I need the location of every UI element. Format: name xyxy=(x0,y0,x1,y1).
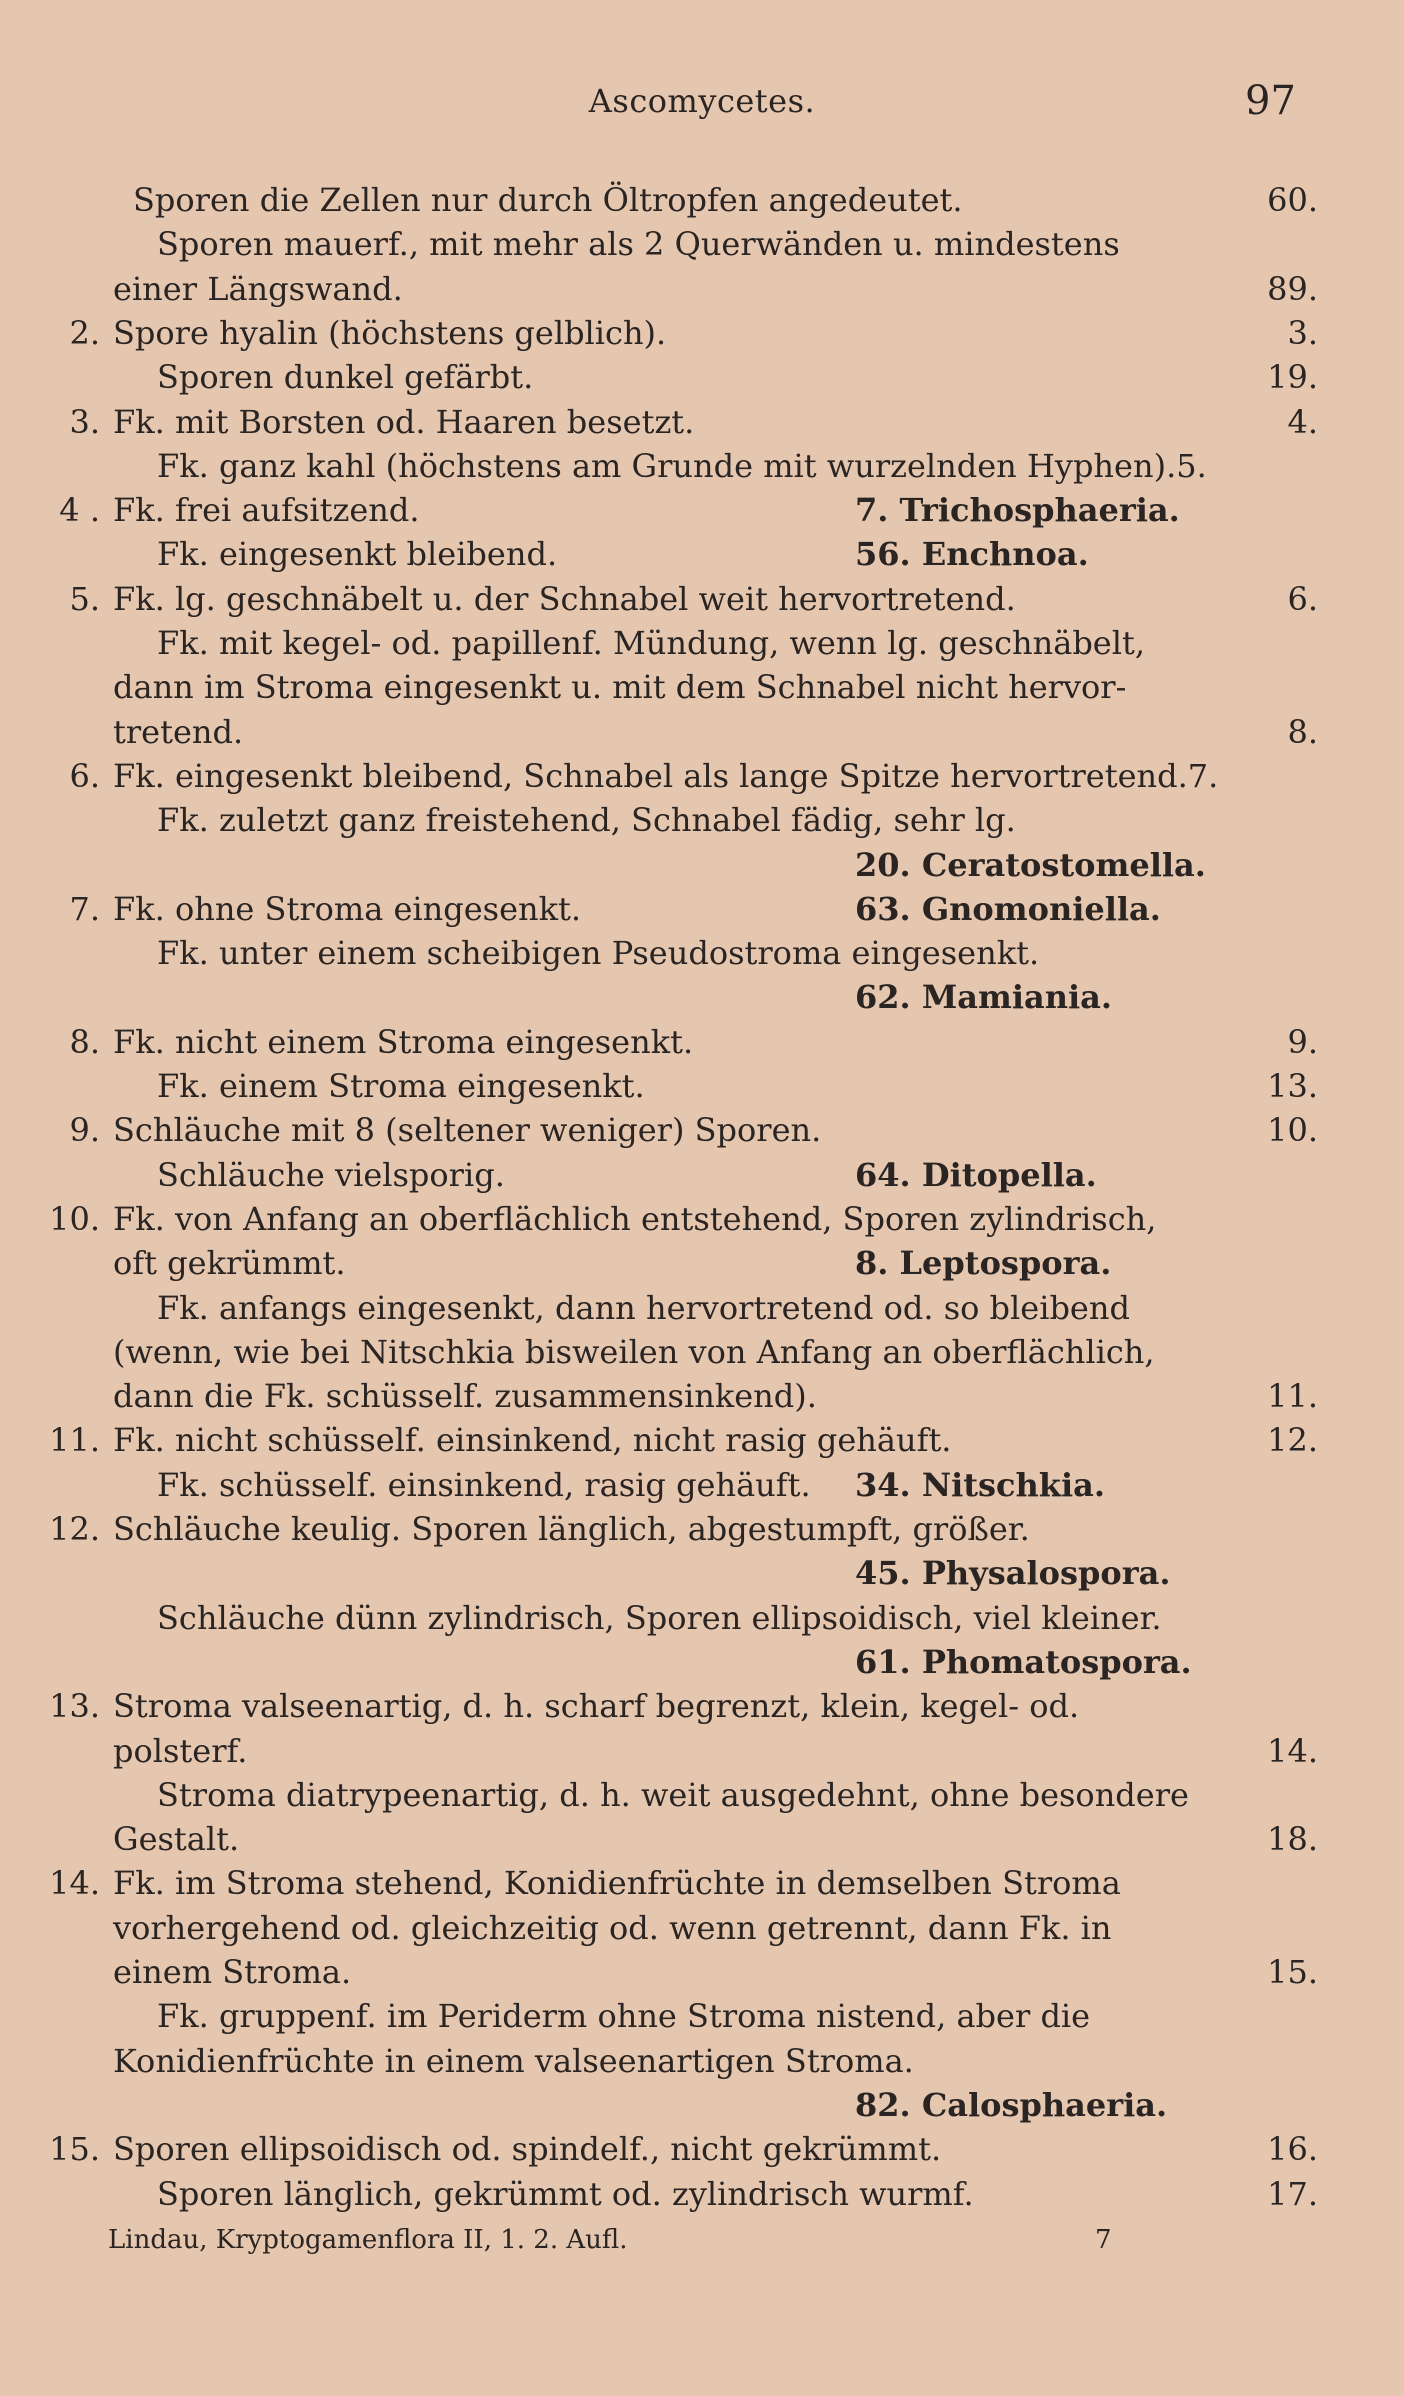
key-line xyxy=(0,1418,1404,1462)
key-line xyxy=(0,1241,1404,1285)
key-text: Fk. eingesenkt bleibend, Schnabel als lange Spitze hervortretend.7. xyxy=(113,756,1219,795)
key-line xyxy=(0,1994,1404,2038)
key-text: Fk. nicht schüsself. einsinkend, nicht rasig gehäuft. xyxy=(113,1421,952,1460)
key-line xyxy=(0,178,1404,222)
key-line xyxy=(0,931,1404,975)
page-number: 97 xyxy=(1245,78,1296,124)
key-line xyxy=(0,1020,1404,1064)
genus-name: 8. Leptospora. xyxy=(855,1244,1112,1283)
genus-name: 62. Mamiania. xyxy=(855,978,1113,1017)
lead-reference: 13. xyxy=(1267,1067,1318,1105)
couplet-number: 2. xyxy=(69,313,100,352)
key-text: Schläuche mit 8 (seltener weniger) Sporen. xyxy=(113,1111,822,1150)
couplet-number: 11. xyxy=(49,1421,100,1460)
key-text: vorhergehend od. gleichzeitig od. wenn getrennt, dann Fk. in xyxy=(113,1908,1112,1947)
key-line xyxy=(0,1906,1404,1950)
lead-reference: 6. xyxy=(1287,579,1318,618)
key-text: dann im Stroma eingesenkt u. mit dem Schnabel nicht hervor- xyxy=(113,668,1127,707)
key-line xyxy=(0,577,1404,621)
key-line xyxy=(0,1817,1404,1861)
key-line xyxy=(0,665,1404,709)
key-text: Fk. zuletzt ganz freistehend, Schnabel fädig, sehr lg. xyxy=(157,801,1016,840)
couplet-number: 4 . xyxy=(59,491,100,530)
key-line xyxy=(0,2083,1404,2127)
key-line xyxy=(0,444,1404,488)
key-text: Konidienfrüchte in einem valseenartigen Stroma. xyxy=(113,2041,914,2080)
genus-name: 7. Trichosphaeria. xyxy=(855,491,1180,530)
key-text: Fk. anfangs eingesenkt, dann hervortretend od. so bleibend xyxy=(157,1288,1130,1327)
couplet-number: 12. xyxy=(49,1510,100,1548)
key-text: Fk. einem Stroma eingesenkt. xyxy=(157,1067,645,1105)
lead-reference: 16. xyxy=(1267,2130,1318,2169)
key-text: einem Stroma. xyxy=(113,1953,352,1991)
key-text: Fk. unter einem scheibigen Pseudostroma eingesenkt. xyxy=(157,934,1040,973)
key-text: Fk. im Stroma stehend, Konidienfrüchte in demselben Stroma xyxy=(113,1864,1121,1903)
lead-reference: 10. xyxy=(1267,1111,1318,1150)
key-line xyxy=(0,267,1404,311)
genus-name: 63. Gnomoniella. xyxy=(855,889,1161,928)
lead-reference: 14. xyxy=(1267,1731,1318,1770)
key-line xyxy=(0,1551,1404,1595)
key-line xyxy=(0,1108,1404,1152)
key-text: Fk. ohne Stroma eingesenkt. xyxy=(113,889,582,928)
key-text: Fk. mit Borsten od. Haaren besetzt. xyxy=(113,402,695,441)
lead-reference: 8. xyxy=(1287,712,1318,751)
key-text: Spore hyalin (höchstens gelblich). xyxy=(113,313,667,352)
lead-reference: 60. xyxy=(1267,181,1318,219)
key-text: Gestalt. xyxy=(113,1820,240,1859)
lead-reference: 19. xyxy=(1267,358,1318,397)
key-line xyxy=(0,2039,1404,2083)
key-line xyxy=(0,1064,1404,1108)
key-line xyxy=(0,798,1404,842)
key-line xyxy=(0,621,1404,665)
key-text: Fk. frei aufsitzend. xyxy=(113,491,420,530)
couplet-number: 15. xyxy=(49,2130,100,2169)
key-text: Schläuche dünn zylindrisch, Sporen ellipsoidisch, viel kleiner. xyxy=(157,1598,1162,1637)
couplet-number: 8. xyxy=(69,1022,100,1061)
key-line xyxy=(0,1286,1404,1330)
key-line xyxy=(0,754,1404,798)
key-line xyxy=(0,488,1404,532)
couplet-number: 13. xyxy=(49,1687,100,1726)
key-line xyxy=(0,1507,1404,1551)
couplet-number: 10. xyxy=(49,1199,100,1238)
key-text: Schläuche vielsporig. xyxy=(157,1155,505,1194)
key-line xyxy=(0,532,1404,576)
lead-reference: 18. xyxy=(1267,1820,1318,1859)
key-line xyxy=(0,887,1404,931)
lead-reference: 12. xyxy=(1267,1421,1318,1460)
genus-name: 34. Nitschkia. xyxy=(855,1465,1105,1504)
key-line xyxy=(0,1640,1404,1684)
key-text: Stroma diatrypeenartig, d. h. weit ausgedehnt, ohne besondere xyxy=(157,1775,1189,1814)
key-line xyxy=(0,1374,1404,1418)
key-text: dann die Fk. schüsself. zusammensinkend). xyxy=(113,1377,817,1416)
key-text: Fk. eingesenkt bleibend. xyxy=(157,535,558,574)
key-line xyxy=(0,1684,1404,1728)
couplet-number: 6. xyxy=(69,756,100,795)
key-text: Stroma valseenartig, d. h. scharf begrenzt, klein, kegel- od. xyxy=(113,1687,1080,1726)
couplet-number: 7. xyxy=(69,889,100,928)
key-text: Fk. mit kegel- od. papillenf. Mündung, wenn lg. geschnäbelt, xyxy=(157,624,1145,662)
key-line xyxy=(0,400,1404,444)
signature-mark: 7 xyxy=(1095,2225,1112,2255)
key-line xyxy=(0,222,1404,266)
key-text: oft gekrümmt. xyxy=(113,1244,346,1283)
key-text: Fk. nicht einem Stroma eingesenkt. xyxy=(113,1022,694,1061)
footer-citation: Lindau, Kryptogamenflora II, 1. 2. Aufl. xyxy=(108,2225,628,2255)
key-line xyxy=(0,1861,1404,1905)
lead-reference: 89. xyxy=(1267,269,1318,308)
key-text: Fk. schüsself. einsinkend, rasig gehäuft. xyxy=(157,1465,811,1504)
couplet-number: 5. xyxy=(69,579,100,618)
couplet-number: 9. xyxy=(69,1111,100,1150)
lead-reference: 3. xyxy=(1287,313,1318,352)
genus-name: 56. Enchnoa. xyxy=(855,535,1089,574)
lead-reference: 4. xyxy=(1287,402,1318,441)
lead-reference: 15. xyxy=(1267,1953,1318,1991)
key-line xyxy=(0,311,1404,355)
couplet-number: 14. xyxy=(49,1864,100,1903)
key-text: Sporen die Zellen nur durch Öltropfen angedeutet. xyxy=(133,181,963,219)
running-head: Ascomycetes. xyxy=(588,82,816,120)
genus-name: 64. Ditopella. xyxy=(855,1155,1097,1194)
lead-reference: 11. xyxy=(1267,1377,1318,1416)
key-line xyxy=(0,2172,1404,2216)
genus-name: 61. Phomatospora. xyxy=(855,1642,1192,1681)
key-text: Sporen dunkel gefärbt. xyxy=(157,358,534,397)
genus-name: 82. Calosphaeria. xyxy=(855,2085,1168,2124)
key-text: einer Längswand. xyxy=(113,269,403,308)
key-text: Sporen länglich, gekrümmt od. zylindrisch wurmf. xyxy=(157,2174,974,2213)
key-text: Schläuche keulig. Sporen länglich, abgestumpft, größer. xyxy=(113,1510,1030,1548)
key-text: (wenn, wie bei Nitschkia bisweilen von Anfang an oberflächlich, xyxy=(113,1332,1155,1371)
key-line xyxy=(0,1950,1404,1994)
key-text: Fk. gruppenf. im Periderm ohne Stroma nistend, aber die xyxy=(157,1997,1091,2036)
key-text: tretend. xyxy=(113,712,244,751)
key-text: Fk. ganz kahl (höchstens am Grunde mit wurzelnden Hyphen).5. xyxy=(157,446,1207,485)
key-text: Sporen ellipsoidisch od. spindelf., nicht gekrümmt. xyxy=(113,2130,942,2169)
key-text: polsterf. xyxy=(113,1731,248,1770)
key-line xyxy=(0,710,1404,754)
key-line xyxy=(0,1729,1404,1773)
genus-name: 45. Physalospora. xyxy=(855,1554,1171,1593)
lead-reference: 9. xyxy=(1287,1022,1318,1061)
key-line xyxy=(0,1330,1404,1374)
key-line xyxy=(0,1153,1404,1197)
key-text: Fk. lg. geschnäbelt u. der Schnabel weit hervortretend. xyxy=(113,579,1016,618)
key-text: Sporen mauerf., mit mehr als 2 Querwänden u. mindestens xyxy=(157,225,1120,264)
key-text: Fk. von Anfang an oberflächlich entstehend, Sporen zylindrisch, xyxy=(113,1199,1157,1238)
genus-name: 20. Ceratostomella. xyxy=(855,845,1206,884)
key-line xyxy=(0,975,1404,1019)
lead-reference: 17. xyxy=(1267,2174,1318,2213)
key-line xyxy=(0,843,1404,887)
key-line xyxy=(0,2127,1404,2171)
key-line xyxy=(0,1773,1404,1817)
key-line xyxy=(0,1596,1404,1640)
key-line xyxy=(0,1197,1404,1241)
couplet-number: 3. xyxy=(69,402,100,441)
key-line xyxy=(0,355,1404,399)
key-line xyxy=(0,1463,1404,1507)
